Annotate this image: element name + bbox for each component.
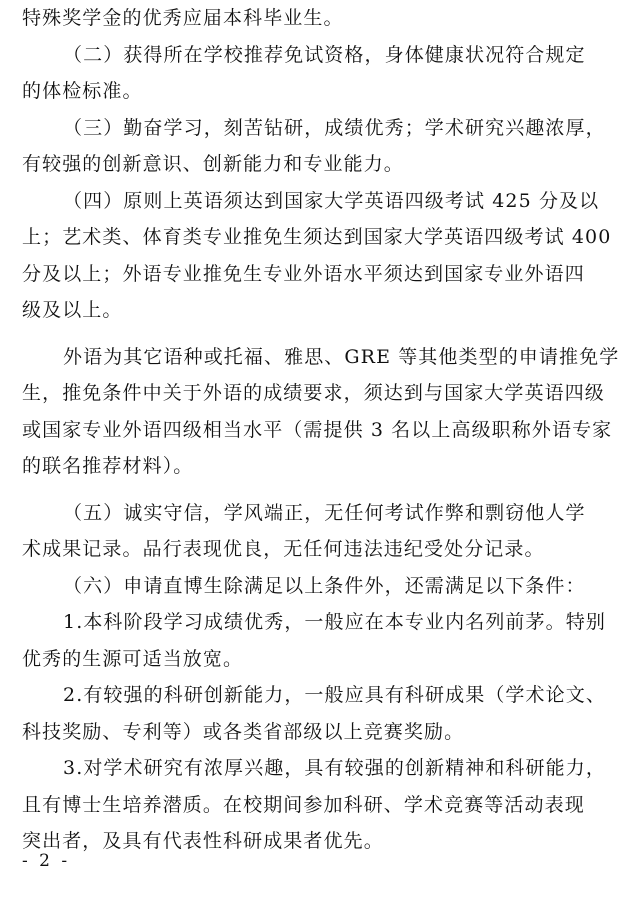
page-number: - 2 -: [22, 851, 71, 871]
text-line: 上；艺术类、体育类专业推免生须达到国家大学英语四级考试 400: [22, 226, 612, 248]
text-line: 1.本科阶段学习成绩优秀，一般应在本专业内名列前茅。特别: [63, 611, 606, 633]
text-line: 或国家专业外语四级相当水平（需提供 3 名以上高级职称外语专家: [22, 418, 613, 441]
text-line: 且有博士生培养潜质。在校期间参加科研、学术竞赛等活动表现: [22, 793, 585, 816]
text-line: 突出者，及具有代表性科研成果者优先。: [22, 830, 384, 852]
text-line: 的体检标准。: [22, 80, 143, 102]
text-line: 2.有较强的科研创新能力，一般应具有科研成果（学术论文、: [63, 684, 606, 706]
text-line: 科技奖励、专利等）或各类省部级以上竞赛奖励。: [22, 720, 465, 743]
text-line: （五）诚实守信，学风端正，无任何考试作弊和剽窃他人学: [63, 501, 586, 524]
text-line: 有较强的创新意识、创新能力和专业能力。: [22, 153, 404, 175]
text-line: 的联名推荐材料）。: [22, 455, 194, 477]
text-line: （二）获得所在学校推荐免试资格，身体健康状况符合规定: [63, 43, 586, 66]
text-line: 生，推免条件中关于外语的成绩要求，须达到与国家大学英语四级: [22, 382, 605, 404]
text-line: 术成果记录。品行表现优良，无任何违法违纪受处分记录。: [22, 538, 545, 560]
text-line: （六）申请直博生除满足以上条件外，还需满足以下条件：: [63, 574, 586, 597]
text-line: 分及以上；外语专业推免生专业外语水平须达到国家专业外语四: [22, 262, 585, 285]
text-line: （三）勤奋学习，刻苦钻研，成绩优秀；学术研究兴趣浓厚，: [63, 116, 606, 139]
text-line: （四）原则上英语须达到国家大学英语四级考试 425 分及以: [63, 189, 600, 212]
document-body: [22, 0, 620, 860]
text-line: 级及以上。: [22, 299, 123, 321]
text-line: 特殊奖学金的优秀应届本科毕业生。: [22, 7, 344, 29]
text-line: 3.对学术研究有浓厚兴趣，具有较强的创新精神和科研能力，: [63, 757, 606, 779]
text-line: 优秀的生源可适当放宽。: [22, 647, 244, 670]
text-line: 外语为其它语种或托福、雅思、GRE 等其他类型的申请推免学: [63, 345, 620, 368]
